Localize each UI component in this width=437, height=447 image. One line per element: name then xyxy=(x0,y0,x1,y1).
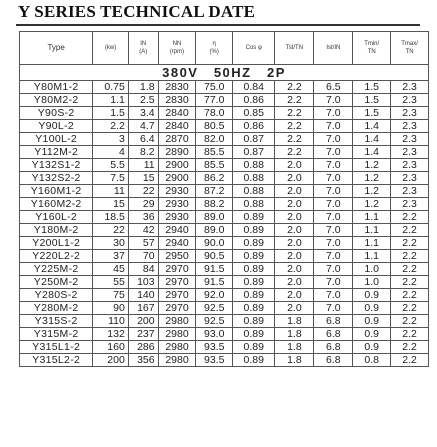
cell-kw: 200 xyxy=(93,354,129,367)
cell-tst: 2.2 xyxy=(275,81,314,94)
band-voltage: 380V xyxy=(162,65,199,80)
cell-efficiency: 92.5 xyxy=(196,302,233,315)
cell-tmin: 1.5 xyxy=(353,107,391,120)
cell-tmin: 0.9 xyxy=(353,302,391,315)
cell-type: Y160M2-2 xyxy=(20,198,93,211)
cell-tst: 1.8 xyxy=(275,354,314,367)
cell-kw: 1.1 xyxy=(93,94,129,107)
cell-efficiency: 91.5 xyxy=(196,276,233,289)
cell-efficiency: 82.0 xyxy=(196,133,233,146)
cell-tmax: 2.3 xyxy=(391,172,429,185)
cell-tmin: 1.2 xyxy=(353,198,391,211)
header-cos: Cos φ xyxy=(233,32,275,65)
cell-ist: 6.5 xyxy=(314,81,353,94)
cell-cos: 0.89 xyxy=(233,354,275,367)
cell-tst: 2.0 xyxy=(275,276,314,289)
cell-in: 29 xyxy=(128,198,158,211)
cell-nn: 2830 xyxy=(158,94,196,107)
cell-kw: 0.75 xyxy=(93,81,129,94)
cell-nn: 2980 xyxy=(158,328,196,341)
table-row xyxy=(20,81,429,94)
cell-tst: 2.0 xyxy=(275,172,314,185)
cell-tmax: 2.2 xyxy=(391,211,429,224)
header-type: Type xyxy=(20,32,93,65)
cell-kw: 90 xyxy=(93,302,129,315)
cell-in: 42 xyxy=(128,224,158,237)
cell-tst: 2.0 xyxy=(275,263,314,276)
cell-ist: 7.0 xyxy=(314,198,353,211)
cell-tst: 2.0 xyxy=(275,250,314,263)
cell-ist: 7.0 xyxy=(314,172,353,185)
cell-efficiency: 91.5 xyxy=(196,263,233,276)
cell-tmin: 1.4 xyxy=(353,120,391,133)
table-row xyxy=(20,237,429,250)
cell-ist: 7.0 xyxy=(314,302,353,315)
cell-cos: 0.88 xyxy=(233,185,275,198)
table-row xyxy=(20,289,429,302)
cell-nn: 2890 xyxy=(158,146,196,159)
cell-tmin: 1.2 xyxy=(353,185,391,198)
cell-tmax: 2.2 xyxy=(391,302,429,315)
cell-tmin: 0.9 xyxy=(353,328,391,341)
cell-type: Y315M-2 xyxy=(20,328,93,341)
cell-tmax: 2.2 xyxy=(391,276,429,289)
table-row xyxy=(20,172,429,185)
header-tmax-line2: TN xyxy=(405,49,414,55)
cell-in: 286 xyxy=(128,341,158,354)
cell-cos: 0.89 xyxy=(233,276,275,289)
cell-efficiency: 85.5 xyxy=(196,159,233,172)
cell-cos: 0.87 xyxy=(233,146,275,159)
cell-efficiency: 93.0 xyxy=(196,328,233,341)
cell-ist: 7.0 xyxy=(314,237,353,250)
cell-efficiency: 90.5 xyxy=(196,250,233,263)
cell-ist: 7.0 xyxy=(314,120,353,133)
cell-tmin: 1.4 xyxy=(353,133,391,146)
cell-tmin: 1.5 xyxy=(353,94,391,107)
cell-type: Y280S-2 xyxy=(20,289,93,302)
band-poles: 2P xyxy=(266,65,286,80)
cell-ist: 6.8 xyxy=(314,328,353,341)
cell-efficiency: 92.5 xyxy=(196,315,233,328)
cell-tst: 2.0 xyxy=(275,237,314,250)
cell-nn: 2840 xyxy=(158,107,196,120)
cell-tst: 2.0 xyxy=(275,289,314,302)
cell-type: Y250M-2 xyxy=(20,276,93,289)
cell-nn: 2870 xyxy=(158,133,196,146)
cell-cos: 0.89 xyxy=(233,302,275,315)
cell-ist: 7.0 xyxy=(314,211,353,224)
cell-kw: 22 xyxy=(93,224,129,237)
table-row xyxy=(20,107,429,120)
cell-tst: 1.8 xyxy=(275,328,314,341)
cell-tst: 1.8 xyxy=(275,315,314,328)
cell-tst: 2.0 xyxy=(275,224,314,237)
cell-type: Y132S1-2 xyxy=(20,159,93,172)
cell-type: Y160L-2 xyxy=(20,211,93,224)
cell-ist: 7.0 xyxy=(314,289,353,302)
cell-type: Y90L-2 xyxy=(20,120,93,133)
cell-tst: 2.2 xyxy=(275,107,314,120)
cell-nn: 2980 xyxy=(158,354,196,367)
cell-tmax: 2.2 xyxy=(391,315,429,328)
cell-nn: 2970 xyxy=(158,276,196,289)
cell-in: 2.5 xyxy=(128,94,158,107)
cell-tmin: 0.9 xyxy=(353,315,391,328)
cell-tmin: 1.0 xyxy=(353,276,391,289)
cell-nn: 2930 xyxy=(158,185,196,198)
cell-efficiency: 90.0 xyxy=(196,237,233,250)
cell-nn: 2900 xyxy=(158,172,196,185)
cell-kw: 2.2 xyxy=(93,120,129,133)
table-row xyxy=(20,263,429,276)
cell-cos: 0.88 xyxy=(233,159,275,172)
cell-tst: 1.8 xyxy=(275,341,314,354)
cell-efficiency: 75.0 xyxy=(196,81,233,94)
cell-type: Y112M-2 xyxy=(20,146,93,159)
header-tmin-line1: Tmin/ xyxy=(364,41,380,47)
cell-in: 22 xyxy=(128,185,158,198)
cell-tst: 2.0 xyxy=(275,211,314,224)
cell-tst: 2.0 xyxy=(275,198,314,211)
cell-type: Y315S-2 xyxy=(20,315,93,328)
cell-type: Y132S2-2 xyxy=(20,172,93,185)
cell-in: 200 xyxy=(128,315,158,328)
cell-type: Y225M-2 xyxy=(20,263,93,276)
cell-efficiency: 86.2 xyxy=(196,172,233,185)
header-efficiency xyxy=(196,32,233,65)
cell-ist: 7.0 xyxy=(314,263,353,276)
cell-tst: 2.2 xyxy=(275,146,314,159)
header-tmin-line2: TN xyxy=(367,49,376,55)
cell-tmax: 2.2 xyxy=(391,224,429,237)
table-row xyxy=(20,341,429,354)
cell-nn: 2830 xyxy=(158,81,196,94)
cell-tmax: 2.2 xyxy=(391,341,429,354)
cell-nn: 2940 xyxy=(158,237,196,250)
cell-type: Y280M-2 xyxy=(20,302,93,315)
cell-efficiency: 88.2 xyxy=(196,198,233,211)
cell-tmin: 0.8 xyxy=(353,354,391,367)
cell-ist: 7.0 xyxy=(314,224,353,237)
cell-type: Y100L-2 xyxy=(20,133,93,146)
cell-tmax: 2.3 xyxy=(391,94,429,107)
cell-nn: 2970 xyxy=(158,263,196,276)
cell-ist: 7.0 xyxy=(314,159,353,172)
cell-kw: 7.5 xyxy=(93,172,129,185)
cell-tst: 2.2 xyxy=(275,133,314,146)
cell-tmin: 1.1 xyxy=(353,224,391,237)
cell-tmax: 2.2 xyxy=(391,354,429,367)
table-row xyxy=(20,276,429,289)
cell-nn: 2840 xyxy=(158,120,196,133)
cell-ist: 7.0 xyxy=(314,133,353,146)
band-frequency: 50HZ xyxy=(213,65,252,80)
header-in xyxy=(128,32,158,65)
header-tmax-line1: Tmax/ xyxy=(401,41,418,47)
cell-cos: 0.88 xyxy=(233,198,275,211)
cell-type: Y80M1-2 xyxy=(20,81,93,94)
cell-in: 3.4 xyxy=(128,107,158,120)
cell-type: Y160M1-2 xyxy=(20,185,93,198)
cell-nn: 2930 xyxy=(158,198,196,211)
cell-kw: 11 xyxy=(93,185,129,198)
cell-efficiency: 77.0 xyxy=(196,94,233,107)
header-ist: Ist/IN xyxy=(314,32,353,65)
cell-kw: 110 xyxy=(93,315,129,328)
cell-in: 57 xyxy=(128,237,158,250)
cell-efficiency: 89.0 xyxy=(196,211,233,224)
cell-tmax: 2.3 xyxy=(391,198,429,211)
cell-ist: 7.0 xyxy=(314,276,353,289)
table-row xyxy=(20,159,429,172)
cell-in: 6.4 xyxy=(128,133,158,146)
cell-ist: 7.0 xyxy=(314,250,353,263)
table-row xyxy=(20,354,429,367)
cell-tmax: 2.3 xyxy=(391,159,429,172)
header-in-line1: IN xyxy=(140,41,147,47)
table-row xyxy=(20,250,429,263)
cell-tst: 2.2 xyxy=(275,120,314,133)
cell-tmin: 1.1 xyxy=(353,237,391,250)
cell-tmax: 2.3 xyxy=(391,107,429,120)
cell-tmin: 1.5 xyxy=(353,81,391,94)
cell-cos: 0.86 xyxy=(233,94,275,107)
spec-band-row xyxy=(20,65,429,81)
cell-tmax: 2.2 xyxy=(391,328,429,341)
cell-kw: 75 xyxy=(93,289,129,302)
cell-tmax: 2.3 xyxy=(391,81,429,94)
cell-cos: 0.89 xyxy=(233,224,275,237)
cell-ist: 7.0 xyxy=(314,107,353,120)
header-nn-line1: NN xyxy=(172,41,182,47)
table-row xyxy=(20,315,429,328)
header-nn xyxy=(158,32,196,65)
cell-cos: 0.86 xyxy=(233,120,275,133)
cell-cos: 0.88 xyxy=(233,172,275,185)
cell-in: 103 xyxy=(128,276,158,289)
cell-in: 140 xyxy=(128,289,158,302)
cell-tst: 2.0 xyxy=(275,302,314,315)
cell-cos: 0.84 xyxy=(233,81,275,94)
cell-in: 237 xyxy=(128,328,158,341)
header-tmax xyxy=(391,32,429,65)
header-eff-line1: η xyxy=(212,41,216,47)
table-row xyxy=(20,198,429,211)
cell-nn: 2930 xyxy=(158,211,196,224)
cell-nn: 2970 xyxy=(158,289,196,302)
spec-band xyxy=(20,65,429,81)
cell-in: 84 xyxy=(128,263,158,276)
table-row xyxy=(20,146,429,159)
cell-type: Y80M2-2 xyxy=(20,94,93,107)
technical-data-table xyxy=(19,31,429,367)
header-nn-line2: (rpm) xyxy=(169,49,185,55)
cell-tmin: 1.1 xyxy=(353,211,391,224)
cell-kw: 37 xyxy=(93,250,129,263)
cell-kw: 55 xyxy=(93,276,129,289)
cell-kw: 5.5 xyxy=(93,159,129,172)
cell-cos: 0.87 xyxy=(233,133,275,146)
table-row xyxy=(20,302,429,315)
cell-in: 70 xyxy=(128,250,158,263)
cell-type: Y180M-2 xyxy=(20,224,93,237)
cell-in: 11 xyxy=(128,159,158,172)
cell-kw: 18.5 xyxy=(93,211,129,224)
cell-cos: 0.89 xyxy=(233,289,275,302)
cell-tmin: 1.0 xyxy=(353,263,391,276)
cell-tmin: 0.9 xyxy=(353,289,391,302)
cell-in: 167 xyxy=(128,302,158,315)
title-underline xyxy=(16,24,420,26)
cell-in: 8.2 xyxy=(128,146,158,159)
header-kw: (kw) xyxy=(93,32,129,65)
cell-in: 1.8 xyxy=(128,81,158,94)
cell-cos: 0.89 xyxy=(233,211,275,224)
cell-efficiency: 80.5 xyxy=(196,120,233,133)
cell-cos: 0.89 xyxy=(233,250,275,263)
cell-tmax: 2.2 xyxy=(391,289,429,302)
cell-efficiency: 93.5 xyxy=(196,354,233,367)
cell-tmin: 1.1 xyxy=(353,250,391,263)
table-row xyxy=(20,133,429,146)
cell-cos: 0.89 xyxy=(233,341,275,354)
header-tmin xyxy=(353,32,391,65)
table-row xyxy=(20,185,429,198)
header-tst: Tst/TN xyxy=(275,32,314,65)
cell-efficiency: 92.0 xyxy=(196,289,233,302)
cell-kw: 15 xyxy=(93,198,129,211)
cell-cos: 0.89 xyxy=(233,237,275,250)
cell-cos: 0.89 xyxy=(233,328,275,341)
cell-type: Y200L1-2 xyxy=(20,237,93,250)
cell-tst: 2.0 xyxy=(275,185,314,198)
cell-nn: 2980 xyxy=(158,315,196,328)
cell-ist: 7.0 xyxy=(314,185,353,198)
header-eff-line2: (%) xyxy=(209,49,219,55)
table-row xyxy=(20,94,429,107)
cell-efficiency: 87.2 xyxy=(196,185,233,198)
cell-efficiency: 78.0 xyxy=(196,107,233,120)
cell-type: Y315L1-2 xyxy=(20,341,93,354)
cell-tst: 2.2 xyxy=(275,94,314,107)
cell-type: Y315L2-2 xyxy=(20,354,93,367)
cell-ist: 7.0 xyxy=(314,146,353,159)
cell-in: 36 xyxy=(128,211,158,224)
cell-tmax: 2.2 xyxy=(391,250,429,263)
header-in-line2: (A) xyxy=(139,49,148,55)
cell-tmax: 2.3 xyxy=(391,185,429,198)
table-row xyxy=(20,120,429,133)
cell-tmax: 2.3 xyxy=(391,146,429,159)
cell-kw: 30 xyxy=(93,237,129,250)
cell-nn: 2980 xyxy=(158,341,196,354)
cell-type: Y220L2-2 xyxy=(20,250,93,263)
cell-cos: 0.85 xyxy=(233,107,275,120)
cell-tst: 2.0 xyxy=(275,159,314,172)
cell-tmax: 2.2 xyxy=(391,263,429,276)
cell-kw: 4 xyxy=(93,146,129,159)
cell-ist: 6.8 xyxy=(314,354,353,367)
cell-in: 15 xyxy=(128,172,158,185)
cell-cos: 0.89 xyxy=(233,263,275,276)
cell-ist: 6.8 xyxy=(314,315,353,328)
cell-tmin: 1.4 xyxy=(353,146,391,159)
cell-kw: 45 xyxy=(93,263,129,276)
cell-efficiency: 85.5 xyxy=(196,146,233,159)
cell-kw: 160 xyxy=(93,341,129,354)
table-row xyxy=(20,224,429,237)
cell-in: 356 xyxy=(128,354,158,367)
cell-tmax: 2.3 xyxy=(391,133,429,146)
table-row xyxy=(20,328,429,341)
cell-tmax: 2.2 xyxy=(391,237,429,250)
cell-efficiency: 93.5 xyxy=(196,341,233,354)
cell-type: Y90S-2 xyxy=(20,107,93,120)
cell-nn: 2900 xyxy=(158,159,196,172)
cell-tmin: 0.9 xyxy=(353,341,391,354)
cell-nn: 2940 xyxy=(158,224,196,237)
cell-tmin: 1.2 xyxy=(353,172,391,185)
cell-ist: 6.8 xyxy=(314,341,353,354)
cell-kw: 1.5 xyxy=(93,107,129,120)
header-row xyxy=(20,32,429,65)
cell-cos: 0.89 xyxy=(233,315,275,328)
cell-kw: 3 xyxy=(93,133,129,146)
cell-efficiency: 89.0 xyxy=(196,224,233,237)
cell-ist: 7.0 xyxy=(314,94,353,107)
cell-in: 4.7 xyxy=(128,120,158,133)
table-row xyxy=(20,211,429,224)
cell-kw: 132 xyxy=(93,328,129,341)
cell-nn: 2970 xyxy=(158,302,196,315)
cell-nn: 2950 xyxy=(158,250,196,263)
cell-tmin: 1.2 xyxy=(353,159,391,172)
sheet-title: Y SERIES TECHNICAL DATE xyxy=(18,2,256,21)
cell-tmax: 2.3 xyxy=(391,120,429,133)
